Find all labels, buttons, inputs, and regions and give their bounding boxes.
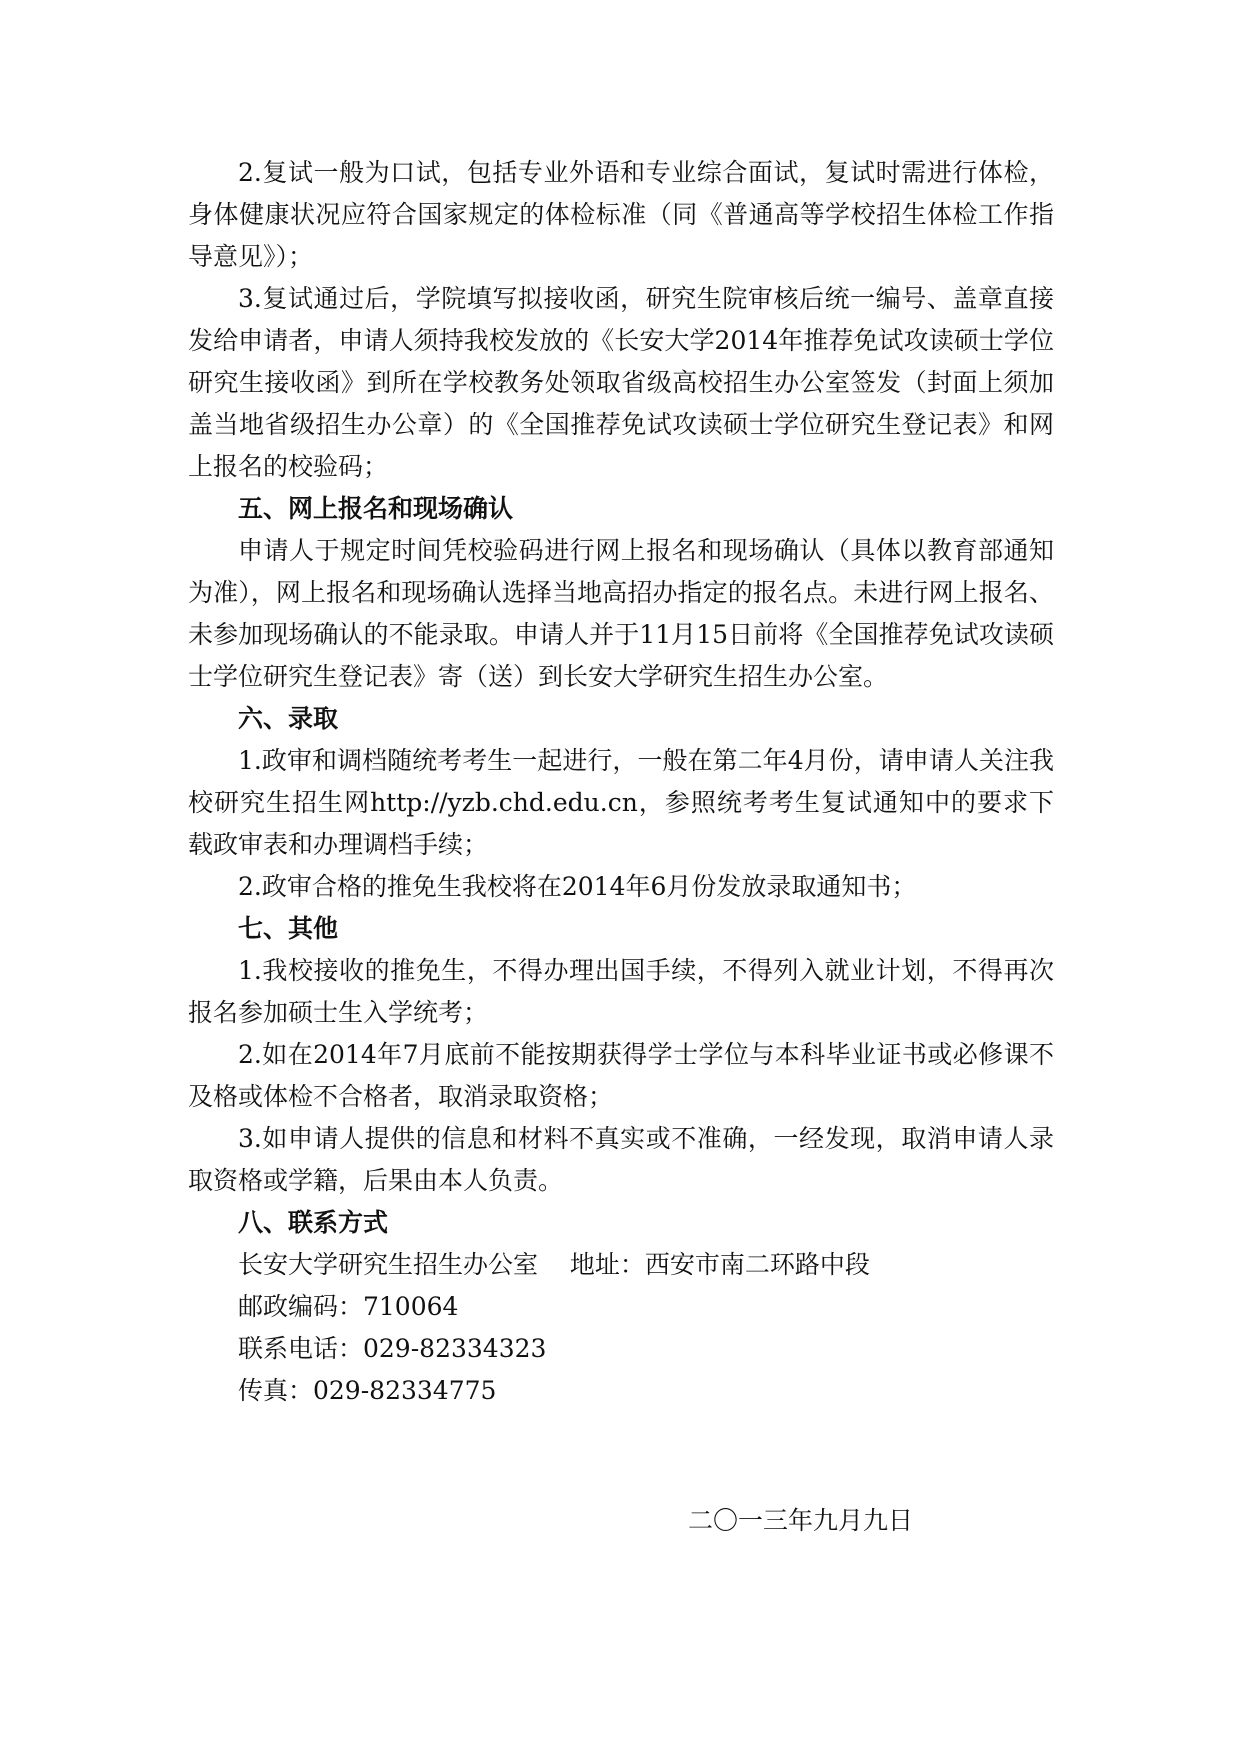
document-date: 二〇一三年九月九日 [688,1506,914,1535]
section7-heading: 七、其他 [238,914,339,943]
section6-heading: 六、录取 [238,704,339,733]
section5-body: 申请人于规定时间凭校验码进行网上报名和现场确认（具体以教育部通知为准），网上报名和现场确认选择当地高招办指定的报名点。未进行网上报名、未参加现场确认的不能录取。申请人并于11月15日前将《全国推荐免试攻读硕士学位研究生登记表》寄（送）到长安大学研究生招生办公室。 [188,536,1054,691]
section4-item-2: 2.复试一般为口试，包括专业外语和专业综合面试，复试时需进行体检，身体健康状况应符合国家规定的体检标准（同《普通高等学校招生体检工作指导意见》）； [188,158,1054,271]
section7-item-1: 1.我校接收的推免生，不得办理出国手续，不得列入就业计划，不得再次报名参加硕士生入学统考； [188,956,1054,1027]
document-body [188,152,1054,1412]
contact-office-line [188,1244,1054,1286]
section7-item-3: 3.如申请人提供的信息和材料不真实或不准确，一经发现，取消申请人录取资格或学籍，后果由本人负责。 [188,1124,1054,1195]
section6-item-1: 1.政审和调档随统考考生一起进行，一般在第二年4月份，请申请人关注我校研究生招生网http://yzb.chd.edu.cn，参照统考考生复试通知中的要求下载政审表和办理调档手续； [188,746,1054,859]
section4-item-3: 3.复试通过后，学院填写拟接收函，研究生院审核后统一编号、盖章直接发给申请者，申请人须持我校发放的《长安大学2014年推荐免试攻读硕士学位研究生接收函》到所在学校教务处领取省级高校招生办公室签发（封面上须加盖当地省级招生办公章）的《全国推荐免试攻读硕士学位研究生登记表》和网上报名的校验码； [188,284,1054,481]
contact-postcode: 邮政编码：710064 [238,1292,459,1321]
contact-phone: 联系电话：029-82334323 [238,1334,547,1363]
section8-heading: 八、联系方式 [238,1208,389,1237]
section7-item-2: 2.如在2014年7月底前不能按期获得学士学位与本科毕业证书或必修课不及格或体检不合格者，取消录取资格； [188,1040,1054,1111]
contact-address: 地址：西安市南二环路中段 [569,1250,870,1279]
section5-heading: 五、网上报名和现场确认 [238,494,514,523]
contact-office: 长安大学研究生招生办公室 [238,1250,539,1279]
contact-fax: 传真：029-82334775 [238,1376,497,1405]
section6-item-2: 2.政审合格的推免生我校将在2014年6月份发放录取通知书； [238,872,917,901]
